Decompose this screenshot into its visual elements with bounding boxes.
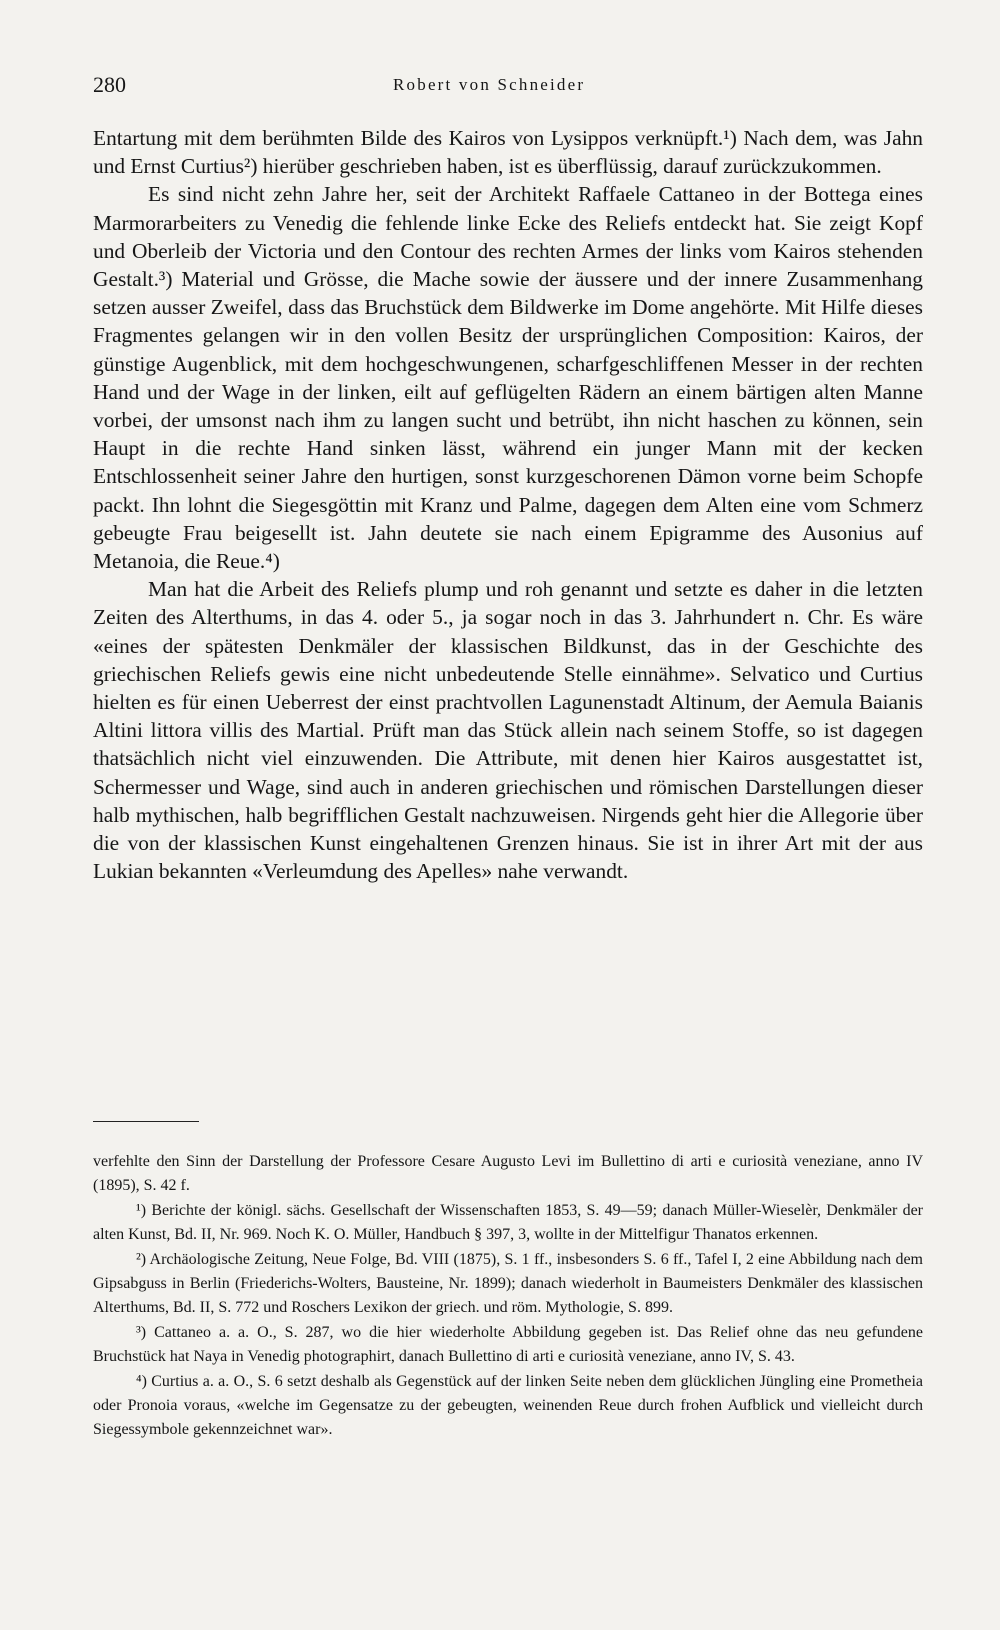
footnotes xyxy=(93,1150,923,1443)
paragraph: Es sind nicht zehn Jahre her, seit der Architekt Raffaele Cattaneo in der Bottega eines Marmorarbeiters zu Venedig die fehlende linke Ecke des Reliefs entdeckt hat. Sie zeigt Kopf und Oberleib der Victoria und den Contour des rechten Armes der links vom Kairos stehenden Gestalt.³) Material und Grösse, die Mache sowie der äussere und der innere Zusammenhang setzen ausser Zweifel, dass das Bruchstück dem Bildwerke im Dome angehörte. Mit Hilfe dieses Fragmentes gelangen wir in den vollen Besitz der ursprünglichen Composition: Kairos, der günstige Augenblick, mit dem hochgeschwungenen, scharfgeschliffenen Messer in der rechten Hand und der Wage in der linken, eilt auf geflügelten Rädern an einem bärtigen alten Manne vorbei, der umsonst nach ihm zu langen sucht und betrübt, ihn nicht haschen zu können, sein Haupt in die rechte Hand sinken lässt, während ein junger Mann mit der kecken Entschlossenheit seiner Jahre den hurtigen, sonst kurzgeschorenen Dämon vorne beim Schopfe packt. Ihn lohnt die Siegesgöttin mit Kranz und Palme, dagegen dem Alten eine vom Schmerz gebeugte Frau beigesellt ist. Jahn deutete sie nach einem Epigramme des Ausonius auf Metanoia, die Reue.⁴) xyxy=(93,182,923,574)
footnote: ⁴) Curtius a. a. O., S. 6 setzt deshalb als Gegenstück auf der linken Seite neben dem glücklichen Jüngling eine Prometheia oder Pronoia voraus, «welche im Gegensatze zu der gebeugten, weinenden Reue durch frohen Aufblick und vielleicht durch Siegessymbole gekennzeichnet war». xyxy=(93,1372,923,1439)
footnote: ¹) Berichte der königl. sächs. Gesellschaft der Wissenschaften 1853, S. 49—59; danach Müller-Wieselèr, Denkmäler der alten Kunst, Bd. II, Nr. 969. Noch K. O. Müller, Handbuch § 397, 3, wollte in der Mittelfigur Thanatos erkennen. xyxy=(93,1201,923,1244)
footnote: ³) Cattaneo a. a. O., S. 287, wo die hier wiederholte Abbildung gegeben ist. Das Relief ohne das neu gefundene Bruchstück hat Naya in Venedig photographirt, danach Bullettino di arti e curiosità veneziane, anno IV, S. 43. xyxy=(93,1323,923,1366)
page-header xyxy=(93,72,923,102)
paragraph: Entartung mit dem berühmten Bilde des Kairos von Lysippos verknüpft.¹) Nach dem, was Jahn und Ernst Curtius²) hierüber geschrieben haben, ist es überflüssig, darauf zurückzukommen. xyxy=(93,126,923,179)
page-number: 280 xyxy=(93,72,126,97)
footnote: ²) Archäologische Zeitung, Neue Folge, Bd. VIII (1875), S. 1 ff., insbesonders S. 6 ff., Tafel I, 2 eine Abbildung nach dem Gipsabguss in Berlin (Friederichs-Wolters, Bausteine, Nr. 1899); danach wiederholt in Baumeisters Denkmäler des klassischen Alterthums, Bd. II, S. 772 und Roschers Lexikon der griech. und röm. Mythologie, S. 899. xyxy=(93,1250,923,1317)
footnote-divider xyxy=(93,1121,199,1122)
footnote-continuation: verfehlte den Sinn der Darstellung der Professore Cesare Augusto Levi im Bullettino di arti e curiosità veneziane, anno IV (1895), S. 42 f. xyxy=(93,1153,923,1195)
running-head: Robert von Schneider xyxy=(393,75,586,94)
main-text xyxy=(93,124,923,885)
paragraph: Man hat die Arbeit des Reliefs plump und roh genannt und setzte es daher in die letzten Zeiten des Alterthums, in das 4. oder 5., ja sogar noch in das 3. Jahrhundert n. Chr. Es wäre «eines der spätesten Denkmäler der klassischen Bildkunst, das in der Geschichte des griechischen Reliefs gewis eine nicht unbedeutende Stelle einnähme». Selvatico und Curtius hielten es für einen Ueberrest der einst prachtvollen Lagunenstadt Altinum, der Aemula Baianis Altini littora villis des Martial. Prüft man das Stück allein nach seinem Stoffe, so ist dagegen thatsächlich nicht viel einzuwenden. Die Attribute, mit denen hier Kairos ausgestattet ist, Schermesser und Wage, sind auch in anderen griechischen und römischen Darstellungen dieser halb mythischen, halb begrifflichen Gestalt nachzuweisen. Nirgends geht hier die Allegorie über die von der klassischen Kunst eingehaltenen Grenzen hinaus. Sie ist in ihrer Art mit der aus Lukian bekannten «Verleumdung des Apelles» nahe verwandt. xyxy=(93,577,923,884)
